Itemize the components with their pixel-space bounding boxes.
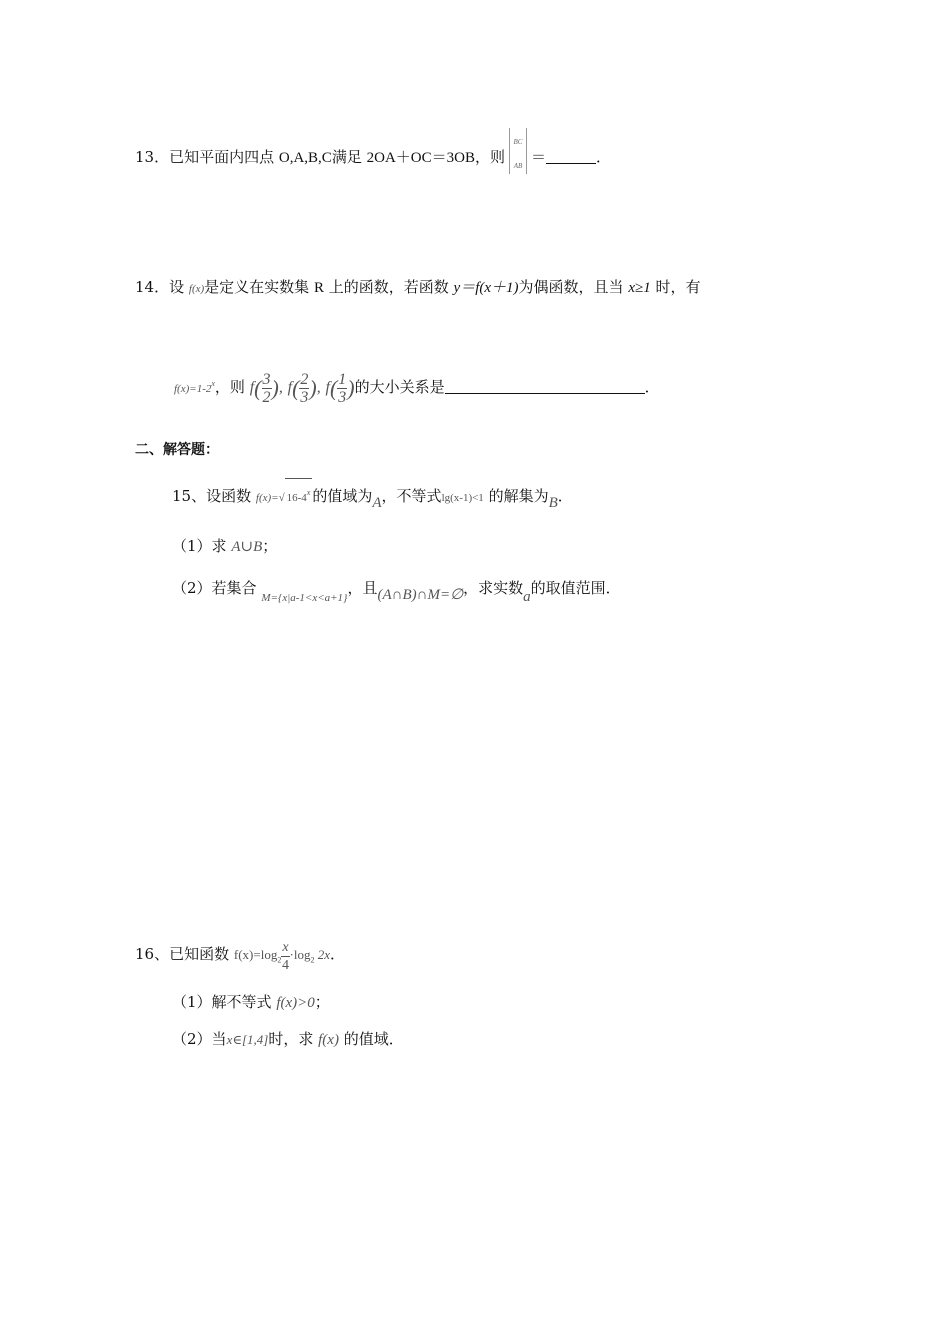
question-text: 已知平面内四点 xyxy=(169,148,275,166)
shifted-function: y＝f(x＋1) xyxy=(453,280,519,296)
question-text: 若集合 xyxy=(211,579,257,597)
domain-condition: x∈[1,4] xyxy=(226,1032,269,1047)
f-of-one-third: f( $\frac{1}{3}$ ) xyxy=(325,370,355,406)
inequality-expression: f(x)>0 xyxy=(276,995,315,1011)
fraction-numerator: 1 xyxy=(338,370,347,388)
part-label: （2） xyxy=(172,579,212,597)
question-15-part-2 xyxy=(172,574,621,612)
set-M: M={x|a-1<x<a+1} xyxy=(261,592,348,604)
function-lhs: f(x)= xyxy=(255,492,279,504)
period: ． xyxy=(596,148,612,166)
log-dot: ·log xyxy=(289,947,311,962)
set-A: A xyxy=(372,495,382,511)
question-15 xyxy=(172,478,573,517)
fraction-numerator: x xyxy=(282,939,289,955)
set-union: A∪B xyxy=(231,539,263,555)
log-argument: 2x xyxy=(317,947,331,962)
question-text: 的值域为 xyxy=(312,487,373,505)
period: ． xyxy=(557,487,573,505)
question-text: 设函数 xyxy=(206,487,252,505)
part-label: （1） xyxy=(172,993,212,1011)
condition-x: x≥1 xyxy=(628,280,651,296)
question-text: 上的函数，若函数 xyxy=(328,278,449,296)
question-text: 的取值范围． xyxy=(530,579,621,597)
question-text: 的解集为 xyxy=(488,487,549,505)
period: ． xyxy=(644,378,660,396)
question-text: 已知函数 xyxy=(169,945,230,963)
question-text: ，不等式 xyxy=(381,487,442,505)
points-list: O,A,B,C xyxy=(278,150,332,166)
question-13 xyxy=(135,138,612,174)
question-text: 时，有 xyxy=(655,278,701,296)
question-text: ，且 xyxy=(347,579,378,597)
question-14-line-1 xyxy=(135,277,701,299)
question-text: 设 xyxy=(169,278,185,296)
function-definition xyxy=(174,379,215,395)
question-number: 15、 xyxy=(172,487,207,505)
variable-a: a xyxy=(523,589,531,605)
question-16-part-1 xyxy=(172,992,330,1013)
log-base: 2 xyxy=(310,955,315,965)
question-text: 是定义在实数集 xyxy=(204,278,310,296)
definition-exponent: x xyxy=(211,379,215,388)
function-definition: f(x)=√ 16-4$^x$ xyxy=(256,492,312,504)
part-label: （1） xyxy=(172,537,212,555)
section-heading: 二、解答题： xyxy=(135,442,219,458)
question-text: 当 xyxy=(211,1030,227,1048)
question-text: 时，求 xyxy=(268,1030,314,1048)
question-number: 13． xyxy=(135,148,170,166)
question-text: 的值域． xyxy=(343,1030,404,1048)
part-label: （2） xyxy=(172,1030,212,1048)
sqrt-body: 16-4 xyxy=(286,492,307,504)
answer-blank xyxy=(546,149,596,164)
function-definition xyxy=(233,939,331,973)
question-text: ，则 xyxy=(474,148,505,166)
fraction-numerator: 3 xyxy=(262,370,271,388)
intersection-condition: (A∩B)∩M=∅ xyxy=(377,587,464,603)
question-text: 解不等式 xyxy=(211,993,272,1011)
function-lhs: f(x)=log xyxy=(233,947,278,962)
answer-blank xyxy=(445,379,645,394)
f-of-three-halves: f( $\frac{3}{2}$ ), xyxy=(249,370,283,406)
fraction-denominator: AB xyxy=(513,162,523,170)
fraction-denominator: 3 xyxy=(300,388,309,406)
f-of-two-thirds: f( $\frac{2}{3}$ ), xyxy=(287,370,321,406)
question-text: ，求实数 xyxy=(463,579,524,597)
fraction-x-over-4 xyxy=(281,939,289,974)
question-16-part-2 xyxy=(172,1029,404,1050)
question-text: ，则 xyxy=(214,378,245,396)
fraction-denominator: 4 xyxy=(281,957,289,973)
log-inequality: lg(x-1)<1 xyxy=(441,492,484,504)
fraction-denominator: 3 xyxy=(338,388,347,406)
vector-equation: 2OA＋OC＝3OB xyxy=(366,150,475,166)
question-15-part-1 xyxy=(172,536,277,557)
question-16 xyxy=(135,934,345,981)
question-text: 的大小关系是 xyxy=(354,378,445,396)
question-text: 为偶函数，且当 xyxy=(518,278,624,296)
definition-lhs: f(x)=1-2 xyxy=(174,383,212,395)
function-fx: f(x) xyxy=(318,1032,339,1048)
sqrt-exponent: x xyxy=(306,488,311,497)
question-text: 满足 xyxy=(331,148,362,166)
question-number: 16、 xyxy=(135,945,170,963)
semicolon: ； xyxy=(314,993,330,1011)
semicolon: ； xyxy=(262,537,278,555)
period: ． xyxy=(330,945,346,963)
fraction-numerator: 2 xyxy=(300,370,309,388)
fraction-numerator: BC xyxy=(513,138,523,146)
set-B: B xyxy=(548,495,558,511)
equals-sign: ＝ xyxy=(530,148,546,166)
function-fx: f(x) xyxy=(188,283,205,295)
real-set-symbol: R xyxy=(313,280,324,296)
fraction-denominator: 2 xyxy=(262,388,271,406)
question-14-line-2 xyxy=(174,362,660,411)
question-text: 求 xyxy=(211,537,227,555)
log-base: 2 xyxy=(277,955,282,965)
question-number: 14． xyxy=(135,278,170,296)
ratio-abs-fraction xyxy=(509,128,527,174)
